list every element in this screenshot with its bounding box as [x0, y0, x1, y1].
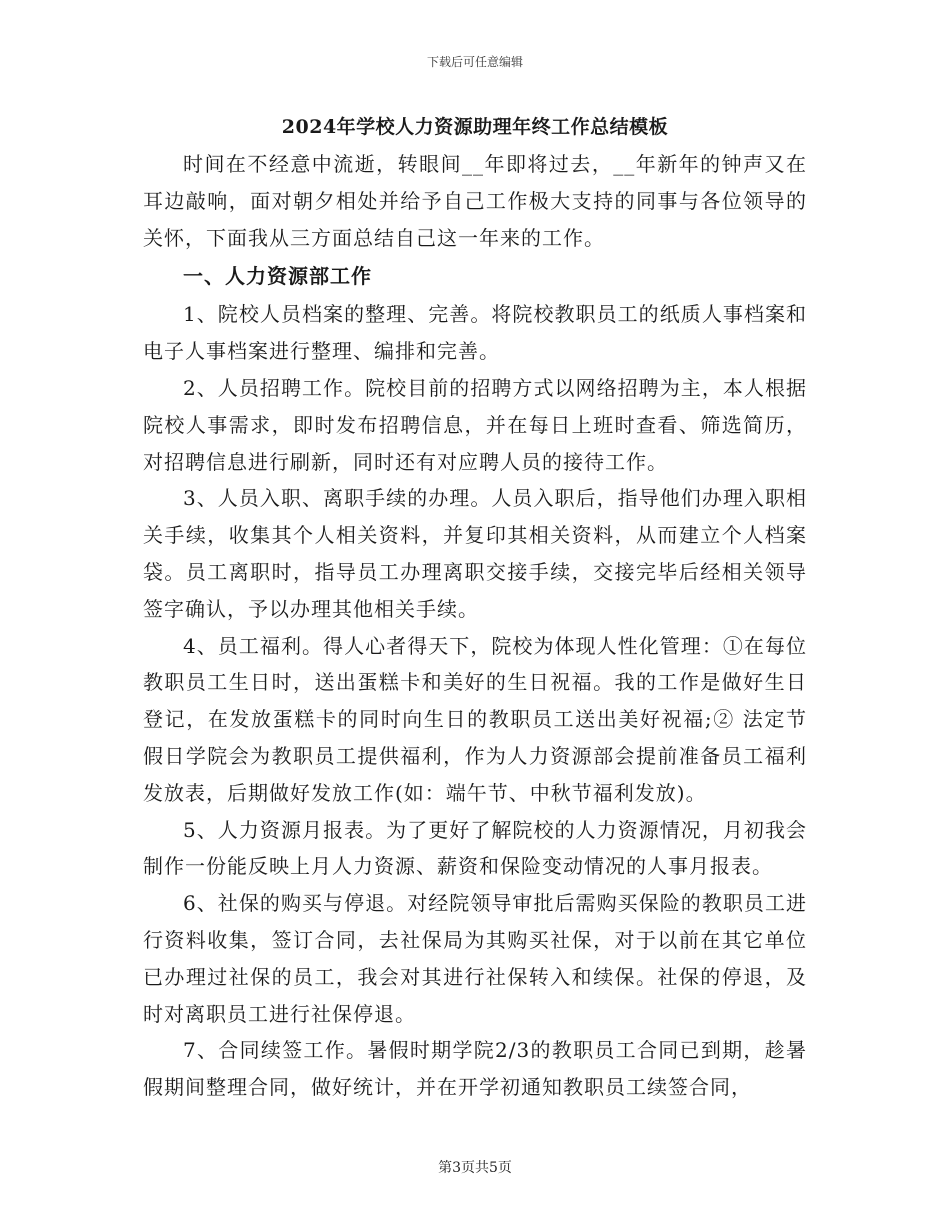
list-item-onboarding: 3、人员入职、离职手续的办理。人员入职后，指导他们办理入职相关手续，收集其个人相关资料，并复印其相关资料，从而建立个人档案袋。员工离职时，指导员工办理离职交接手续，交接完毕后经相关领导签字确认，予以办理其他相关手续。 [143, 486, 807, 621]
list-item-welfare: 4、员工福利。得人心者得天下，院校为体现人性化管理：①在每位教职员工生日时，送出蛋糕卡和美好的生日祝福。我的工作是做好生日登记，在发放蛋糕卡的同时向生日的教职员工送出美好祝福;② 法定节假日学院会为教职员工提供福利，作为人力资源部会提前准备员工福利发放表，后期做好发放工作(如：端午节、中秋节福利发放)。 [143, 633, 807, 805]
list-item-archives: 1、院校人员档案的整理、完善。将院校教职员工的纸质人事档案和电子人事档案进行整理、编排和完善。 [143, 302, 807, 364]
intro-paragraph: 时间在不经意中流逝，转眼间__年即将过去，__年新年的钟声又在耳边敲响，面对朝夕相处并给予自己工作极大支持的同事与各位领导的关怀，下面我从三方面总结自己这一年来的工作。 [143, 152, 807, 250]
list-item-recruitment: 2、人员招聘工作。院校目前的招聘方式以网络招聘为主，本人根据院校人事需求，即时发布招聘信息，并在每日上班时查看、筛选简历，对招聘信息进行刷新，同时还有对应聘人员的接待工作。 [143, 375, 807, 474]
list-item-contract-renewal: 7、合同续签工作。暑假时期学院2/3的教职员工合同已到期，趁暑假期间整理合同，做好统计，并在开学初通知教职员工续签合同， [143, 1038, 807, 1100]
list-item-monthly-report: 5、人力资源月报表。为了更好了解院校的人力资源情况，月初我会制作一份能反映上月人力资源、薪资和保险变动情况的人事月报表。 [143, 817, 807, 879]
document-title: 2024年学校人力资源助理年终工作总结模板 [281, 116, 669, 138]
page-number: 第3页共5页 [438, 1160, 512, 1176]
page-header-note: 下载后可任意编辑 [426, 55, 523, 69]
list-item-social-security: 6、社保的购买与停退。对经院领导审批后需购买保险的教职员工进行资料收集，签订合同，去社保局为其购买社保，对于以前在其它单位已办理过社保的员工，我会对其进行社保转入和续保。社保的停退，及时对离职员工进行社保停退。 [143, 891, 807, 1026]
section-heading-hr: 一、人力资源部工作 [183, 264, 372, 289]
document-body [143, 112, 807, 1106]
